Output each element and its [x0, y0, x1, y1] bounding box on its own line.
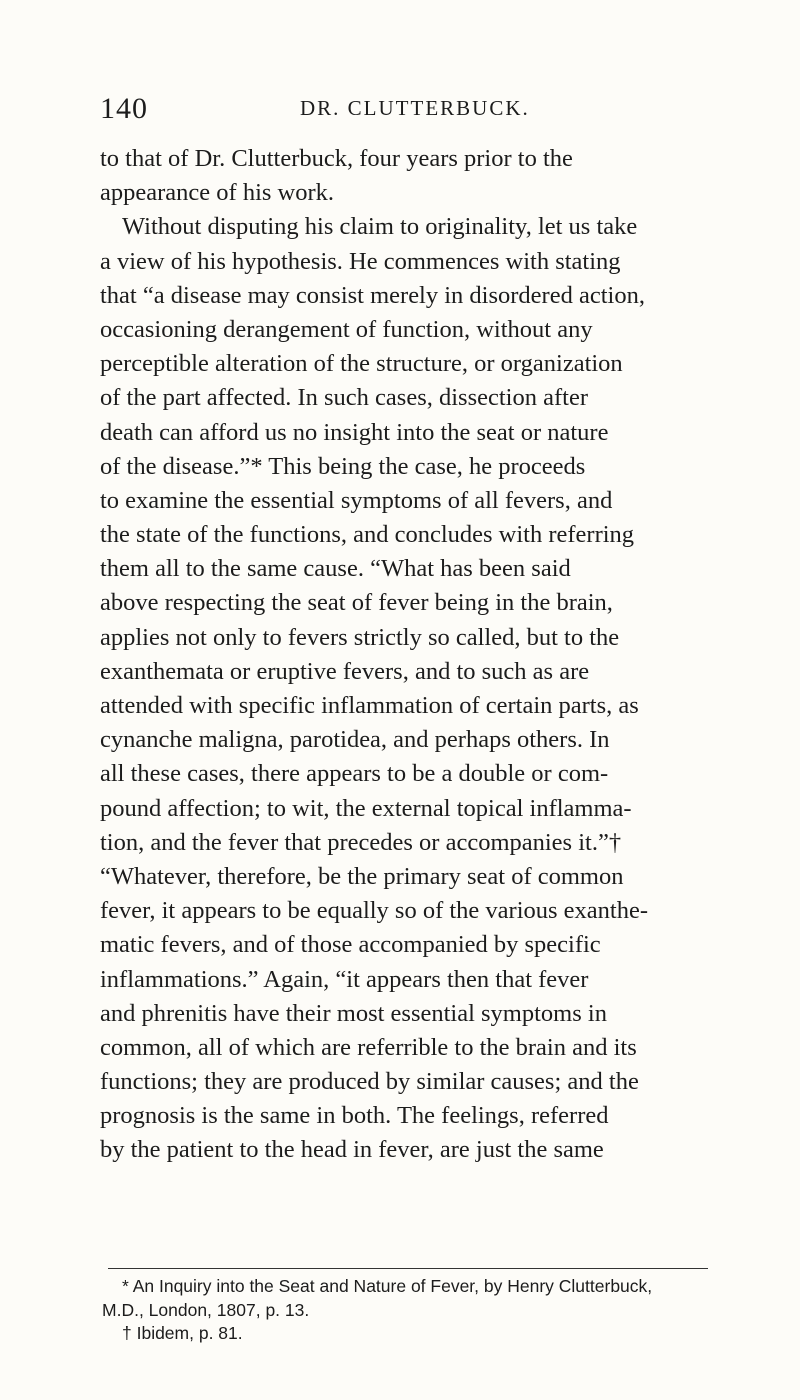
text-line: by the patient to the head in fever, are just the same [100, 1136, 604, 1164]
footnote-2: † Ibidem, p. 81. [122, 1323, 243, 1343]
text-line: functions; they are produced by similar causes; and the [100, 1068, 639, 1096]
text-line: the state of the functions, and concludes with referring [100, 521, 635, 549]
text-line: inflammations.” Again, “it appears then that fever [100, 965, 589, 993]
text-line: to examine the essential symptoms of all fevers, and [100, 486, 613, 514]
footnotes [102, 1275, 742, 1346]
text-line: Without disputing his claim to originality, let us take [122, 213, 638, 241]
body-text [100, 142, 800, 1168]
running-head: DR. CLUTTERBUCK. [300, 96, 530, 120]
text-line: of the part affected. In such cases, dissection after [100, 384, 588, 412]
text-line: all these cases, there appears to be a double or com- [100, 760, 609, 788]
text-line: them all to the same cause. “What has been said [100, 555, 571, 583]
text-line: to that of Dr. Clutterbuck, four years prior to the [100, 145, 573, 172]
footnote-divider [108, 1268, 708, 1269]
text-line: perceptible alteration of the structure, or organization [100, 350, 623, 378]
text-line: cynanche maligna, parotidea, and perhaps others. In [100, 726, 610, 754]
text-line: a view of his hypothesis. He commences with stating [100, 247, 621, 275]
text-line: common, all of which are referrible to the brain and its [100, 1033, 637, 1061]
text-line: fever, it appears to be equally so of the various exanthe- [100, 897, 649, 925]
text-line: prognosis is the same in both. The feelings, referred [100, 1102, 609, 1130]
text-line: of the disease.”* This being the case, he proceeds [100, 452, 586, 480]
text-line: “Whatever, therefore, be the primary seat of common [100, 862, 624, 890]
text-line: above respecting the seat of fever being in the brain, [100, 589, 613, 617]
text-line: tion, and the fever that precedes or accompanies it.”† [100, 828, 622, 856]
page-number: 140 [100, 92, 148, 125]
footnote-1-line-1: * An Inquiry into the Seat and Nature of Fever, by Henry Clutterbuck, [122, 1276, 653, 1296]
page-header [100, 92, 760, 132]
text-line: death can afford us no insight into the seat or nature [100, 418, 609, 446]
text-line: pound affection; to wit, the external topical inflamma- [100, 794, 632, 822]
text-line: exanthemata or eruptive fevers, and to such as are [100, 657, 590, 685]
text-line: that “a disease may consist merely in disordered action, [100, 281, 645, 309]
footnote-1-line-2: M.D., London, 1807, p. 13. [102, 1299, 310, 1320]
text-line: attended with specific inflammation of certain parts, as [100, 692, 639, 719]
text-line: occasioning derangement of function, without any [100, 315, 593, 343]
text-line: matic fevers, and of those accompanied by specific [100, 931, 601, 959]
text-line: applies not only to fevers strictly so called, but to the [100, 623, 620, 651]
text-line: and phrenitis have their most essential symptoms in [100, 999, 607, 1027]
text-line: appearance of his work. [100, 179, 335, 207]
